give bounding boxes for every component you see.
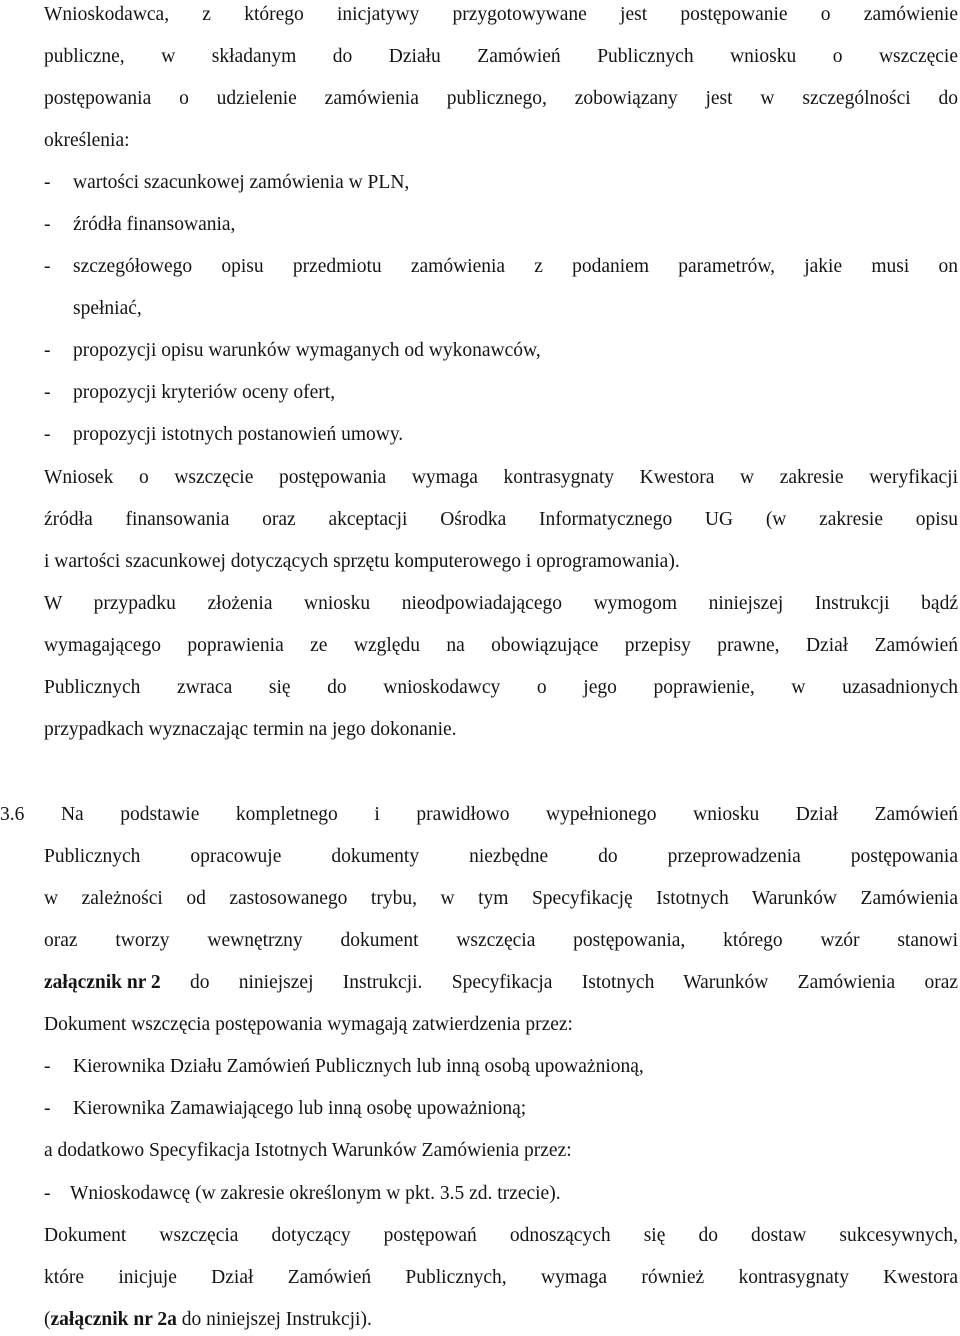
list-item bbox=[44, 1179, 958, 1209]
paragraph-line: Publicznych zwraca się do wnioskodawcy o jego poprawienie, w uzasadnionych bbox=[44, 677, 958, 698]
list-item bbox=[44, 168, 958, 198]
paragraph-line: a dodatkowo Specyfikacja Istotnych Warunków Zamówienia przez: bbox=[44, 1140, 572, 1161]
section-3-6-line: 3.6 Na podstawie kompletnego i prawidłowo wypełnionego wniosku Dział Zamówień bbox=[0, 804, 958, 825]
list-dash: - bbox=[44, 1098, 51, 1119]
list-item bbox=[44, 378, 958, 408]
paragraph-line: Wnioskodawca, z którego inicjatywy przygotowywane jest postępowanie o zamówienie bbox=[44, 4, 958, 25]
attachment-reference: załącznik nr 2a bbox=[50, 1309, 177, 1330]
list-item-continuation: spełniać, bbox=[73, 298, 142, 319]
list-dash: - bbox=[44, 382, 51, 403]
list-item-text: Kierownika Działu Zamówień Publicznych lub inną osobą upoważnioną, bbox=[73, 1056, 644, 1077]
list-item-text: propozycji opisu warunków wymaganych od wykonawców, bbox=[73, 340, 541, 361]
list-item bbox=[44, 210, 958, 240]
paragraph-text: ( bbox=[44, 1309, 51, 1330]
paragraph-line: Publicznych opracowuje dokumenty niezbędne do przeprowadzenia postępowania bbox=[44, 846, 958, 867]
list-item-text: źródła finansowania, bbox=[73, 214, 236, 235]
paragraph-line: określenia: bbox=[44, 130, 130, 151]
paragraph-line: które inicjuje Dział Zamówień Publicznych, wymaga również kontrasygnaty Kwestora bbox=[44, 1267, 958, 1288]
list-item bbox=[44, 1094, 958, 1124]
paragraph-line: wymagającego poprawienia ze względu na obowiązujące przepisy prawne, Dział Zamówień bbox=[44, 635, 958, 656]
list-dash: - bbox=[44, 1183, 51, 1204]
paragraph-line: i wartości szacunkowej dotyczących sprzętu komputerowego i oprogramowania). bbox=[44, 551, 680, 572]
list-dash: - bbox=[44, 214, 51, 235]
paragraph-text: do niniejszej Instrukcji). bbox=[176, 1309, 372, 1330]
list-item bbox=[44, 1052, 958, 1082]
paragraph-line bbox=[44, 968, 958, 998]
list-item bbox=[44, 252, 958, 282]
list-dash: - bbox=[44, 172, 51, 193]
list-dash: - bbox=[44, 256, 51, 277]
list-dash: - bbox=[44, 424, 51, 445]
list-item-text: propozycji kryteriów oceny ofert, bbox=[73, 382, 336, 403]
list-item-text: szczegółowego opisu przedmiotu zamówienia z podaniem parametrów, jakie musi on bbox=[73, 256, 958, 277]
list-item-text: propozycji istotnych postanowień umowy. bbox=[73, 424, 404, 445]
paragraph-line: Dokument wszczęcia postępowania wymagają zatwierdzenia przez: bbox=[44, 1014, 573, 1035]
paragraph-line: Wniosek o wszczęcie postępowania wymaga kontrasygnaty Kwestora w zakresie weryfikacji bbox=[44, 467, 958, 488]
paragraph-line bbox=[44, 1305, 958, 1335]
paragraph-line: W przypadku złożenia wniosku nieodpowiadającego wymogom niniejszej Instrukcji bądź bbox=[44, 593, 958, 614]
paragraph-line: źródła finansowania oraz akceptacji Ośrodka Informatycznego UG (w zakresie opisu bbox=[44, 509, 958, 530]
paragraph-line: w zależności od zastosowanego trybu, w tym Specyfikację Istotnych Warunków Zamówienia bbox=[44, 888, 958, 909]
list-item bbox=[44, 336, 958, 366]
list-dash: - bbox=[44, 1056, 51, 1077]
list-dash: - bbox=[44, 340, 51, 361]
paragraph-line: Dokument wszczęcia dotyczący postępowań odnoszących się do dostaw sukcesywnych, bbox=[44, 1225, 958, 1246]
paragraph-text: do niniejszej Instrukcji. Specyfikacja Istotnych Warunków Zamówienia oraz bbox=[160, 972, 958, 993]
paragraph-line: postępowania o udzielenie zamówienia publicznego, zobowiązany jest w szczególności do bbox=[44, 88, 958, 109]
list-item bbox=[44, 420, 958, 450]
paragraph-line: przypadkach wyznaczając termin na jego dokonanie. bbox=[44, 719, 457, 740]
list-item-text: wartości szacunkowej zamówienia w PLN, bbox=[73, 172, 410, 193]
list-item-text: Kierownika Zamawiającego lub inną osobę upoważnioną; bbox=[73, 1098, 527, 1119]
paragraph-line: oraz tworzy wewnętrzny dokument wszczęcia postępowania, którego wzór stanowi bbox=[44, 930, 958, 951]
list-item-text: Wnioskodawcę (w zakresie określonym w pkt. 3.5 zd. trzecie). bbox=[70, 1183, 561, 1204]
paragraph-line: publiczne, w składanym do Działu Zamówień Publicznych wniosku o wszczęcie bbox=[44, 46, 958, 67]
attachment-reference: załącznik nr 2 bbox=[44, 972, 161, 993]
